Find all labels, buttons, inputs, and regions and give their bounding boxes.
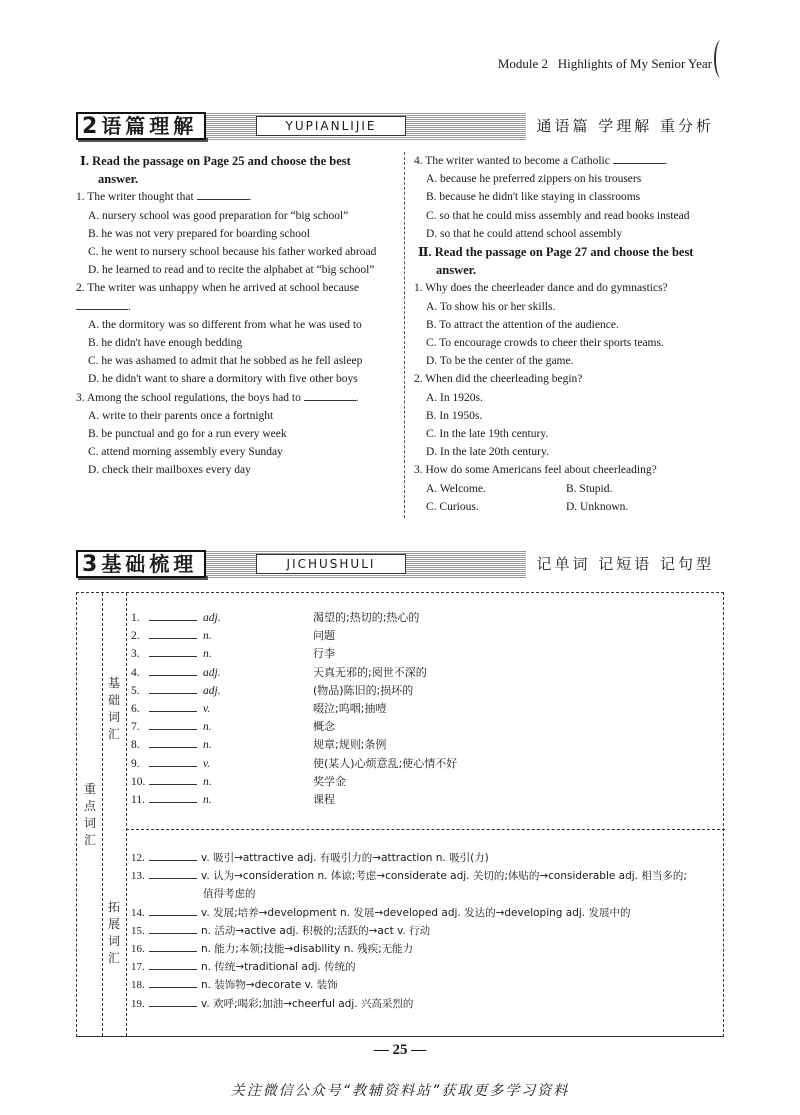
word-family: n. 活动→active adj. 积极的;活跃的→act v. 行动 — [201, 924, 431, 937]
answer-blank[interactable] — [149, 906, 197, 916]
part-of-speech: adj. — [203, 684, 221, 697]
meaning: 概念 — [313, 720, 335, 734]
label-extended-vocab: 拓展词汇 — [107, 900, 120, 965]
item-number: 13. — [131, 870, 145, 883]
item-number: 16. — [131, 943, 145, 955]
item-number: 4. — [131, 666, 140, 679]
option[interactable]: D. In the late 20th century. — [426, 446, 549, 459]
part-of-speech: n. — [203, 739, 212, 752]
table-divider — [102, 593, 103, 1036]
bottom-rule — [76, 1036, 724, 1037]
vocab-row — [131, 609, 419, 627]
reading-right-column — [414, 152, 726, 516]
meaning: 问题 — [313, 629, 335, 643]
module-label: Module 2 — [497, 56, 549, 71]
meaning: 奖学金 — [313, 774, 346, 788]
option[interactable]: B. he was not very prepared for boarding school — [88, 227, 310, 240]
answer-blank[interactable] — [149, 629, 197, 639]
item-number: 7. — [131, 721, 140, 734]
answer-blank[interactable] — [149, 851, 197, 861]
vocab-row — [131, 755, 457, 773]
item-number: 5. — [131, 684, 140, 697]
item-number: 14. — [131, 906, 145, 919]
item-number: 9. — [131, 757, 140, 770]
section-title: 3基础梳理 — [76, 550, 206, 578]
vocab-row — [131, 773, 346, 791]
vocab-row — [131, 922, 721, 940]
item-number: 2. — [131, 630, 140, 643]
question-2: 2. The writer was unhappy when he arrived at school because . — [76, 282, 360, 313]
answer-blank[interactable] — [149, 960, 197, 970]
option[interactable]: A. because he preferred zippers on his trousers — [426, 173, 642, 186]
word-family: v. 发展;培养→development n. 发展→developed adj. 发达的→developing adj. 发展中的 — [201, 906, 631, 919]
vocab-row — [131, 849, 721, 867]
option[interactable]: D. so that he could attend school assembly — [426, 227, 623, 240]
item-number: 10. — [131, 775, 146, 788]
option[interactable]: C. attend morning assembly every Sunday — [88, 446, 283, 459]
part2-heading: Ⅱ. Read the passage on Page 27 and choose the best answer. — [418, 245, 694, 278]
vocab-row — [131, 627, 335, 645]
answer-blank[interactable] — [149, 757, 197, 767]
section-slogan: 通语篇 学理解 重分析 — [526, 112, 724, 140]
vocab-row — [131, 791, 335, 809]
answer-blank[interactable] — [76, 300, 128, 310]
part-of-speech: n. — [203, 775, 212, 788]
word-family: v. 欢呼;喝彩;加油→cheerful adj. 兴高采烈的 — [201, 997, 414, 1010]
label-basic-vocab: 基础词汇 — [107, 676, 120, 741]
section-banner-reading — [76, 112, 724, 140]
answer-blank[interactable] — [149, 702, 197, 712]
vocab-row — [131, 976, 721, 994]
label-key-vocab: 重点词汇 — [83, 782, 96, 847]
word-family: v. 吸引→attractive adj. 有吸引力的→attraction n. 吸引(力) — [201, 852, 489, 864]
section-slogan: 记单词 记短语 记句型 — [526, 550, 724, 578]
option[interactable]: D. he learned to read and to recite the alphabet at “big school” — [88, 264, 375, 277]
answer-blank[interactable] — [149, 978, 197, 988]
option[interactable]: B. be punctual and go for a run every week — [88, 428, 287, 441]
meaning: 啜泣;呜咽;抽噎 — [313, 702, 387, 715]
vocab-row — [131, 867, 721, 903]
meaning: 规章;规则;条例 — [313, 738, 387, 752]
part-of-speech: n. — [203, 794, 212, 806]
section-title: 2语篇理解 — [76, 112, 206, 140]
answer-blank[interactable] — [149, 775, 197, 785]
answer-blank[interactable] — [149, 611, 197, 621]
meaning: 天真无邪的;阅世不深的 — [313, 665, 427, 679]
question-3: 3. Among the school regulations, the boys had to . — [76, 391, 359, 404]
option[interactable]: D. check their mailboxes every day — [88, 464, 251, 477]
option-row — [414, 480, 726, 498]
answer-blank[interactable] — [149, 942, 197, 952]
vocab-row — [131, 718, 335, 736]
answer-blank[interactable] — [149, 684, 197, 694]
word-family: n. 能力;本领;技能→disability n. 残疾;无能力 — [201, 943, 414, 955]
vocab-row — [131, 995, 721, 1013]
answer-blank[interactable] — [197, 190, 249, 200]
item-number: 12. — [131, 852, 145, 864]
meaning: 渴望的;热切的;热心的 — [313, 611, 420, 624]
part2-question-3: 3. How do some Americans feel about cheerleading? — [414, 464, 657, 477]
option-row — [414, 498, 726, 516]
word-family: v. 认为→consideration n. 体谅;考虑→considerate adj. 关切的;体贴的→considerable adj. 相当多的; — [201, 870, 687, 883]
answer-blank[interactable] — [149, 738, 197, 748]
column-divider — [404, 152, 405, 518]
answer-blank[interactable] — [149, 647, 197, 657]
table-divider — [126, 593, 127, 1036]
option[interactable]: B. because he didn't like staying in classrooms — [426, 191, 641, 204]
option[interactable]: B. he didn't have enough bedding — [88, 337, 243, 350]
option[interactable]: C. To encourage crowds to cheer their sports teams. — [426, 337, 664, 350]
vocab-row — [131, 682, 413, 700]
vocab-row — [131, 958, 721, 976]
item-number: 15. — [131, 924, 145, 937]
item-number: 17. — [131, 961, 145, 974]
question-4: 4. The writer wanted to become a Catholic . — [414, 155, 668, 167]
option[interactable]: D. he didn't want to share a dormitory with five other boys — [88, 373, 358, 386]
meaning: (物品)陈旧的;损坏的 — [313, 683, 414, 697]
option[interactable]: C. Curious. — [426, 500, 479, 513]
option[interactable]: A. In 1920s. — [426, 391, 483, 404]
section-pinyin: JICHUSHULI — [256, 554, 406, 574]
word-family-continued: 值得考虑的 — [203, 888, 256, 901]
part-of-speech: n. — [203, 648, 212, 661]
vocabulary-table — [76, 592, 724, 1037]
vocab-row — [131, 664, 427, 682]
answer-blank[interactable] — [304, 391, 356, 401]
item-number: 1. — [131, 612, 140, 624]
option[interactable]: D. To be the center of the game. — [426, 355, 574, 368]
answer-blank[interactable] — [149, 793, 197, 803]
item-number: 6. — [131, 703, 140, 715]
word-family: n. 装饰物→decorate v. 装饰 — [201, 979, 338, 992]
meaning: 课程 — [313, 793, 335, 806]
answer-blank[interactable] — [149, 720, 197, 730]
part2-question-1: 1. Why does the cheerleader dance and do gymnastics? — [414, 282, 668, 295]
option[interactable]: B. In 1950s. — [426, 409, 483, 422]
word-family: n. 传统→traditional adj. 传统的 — [201, 961, 356, 974]
option[interactable]: C. he was ashamed to admit that he sobbed as he fell asleep — [88, 355, 363, 368]
part-of-speech: n. — [203, 630, 212, 643]
option[interactable]: A. nursery school was good preparation for “big school” — [88, 209, 349, 222]
option[interactable]: C. he went to nursery school because his father worked abroad — [88, 246, 377, 259]
option[interactable]: C. so that he could miss assembly and read books instead — [426, 209, 690, 222]
meaning: 行李 — [313, 647, 335, 661]
item-number: 8. — [131, 739, 140, 752]
part1-heading: Ⅰ. Read the passage on Page 25 and choose the best answer. — [80, 154, 351, 187]
answer-blank[interactable] — [149, 869, 197, 879]
part-of-speech: adj. — [203, 666, 221, 679]
option[interactable]: A. the dormitory was so different from what he was used to — [88, 318, 362, 331]
answer-blank[interactable] — [149, 666, 197, 676]
option[interactable]: C. In the late 19th century. — [426, 428, 549, 441]
section-banner-basics — [76, 550, 724, 578]
vocab-row — [131, 736, 386, 754]
footer-note: 关注微信公众号“教辅资料站”获取更多学习资料 — [230, 1083, 570, 1099]
part-of-speech: v. — [203, 703, 211, 715]
vocab-row — [131, 940, 721, 958]
option[interactable]: A. To show his or her skills. — [426, 300, 556, 313]
vocab-row — [131, 904, 721, 922]
option[interactable]: B. Stupid. — [566, 482, 613, 495]
answer-blank[interactable] — [613, 154, 665, 164]
option[interactable]: B. To attract the attention of the audience. — [426, 318, 619, 331]
answer-blank[interactable] — [149, 997, 197, 1007]
vocab-row — [131, 700, 386, 718]
option[interactable]: D. Unknown. — [566, 500, 629, 513]
part-of-speech: adj. — [203, 612, 221, 624]
header-ornament — [714, 40, 728, 78]
part-of-speech: n. — [203, 721, 212, 734]
item-number: 18. — [131, 979, 145, 992]
vocab-row — [131, 645, 335, 663]
section-pinyin: YUPIANLIJIE — [256, 116, 406, 136]
module-title: Highlights of My Senior Year — [557, 56, 712, 71]
part2-question-2: 2. When did the cheerleading begin? — [414, 373, 583, 386]
item-number: 19. — [131, 997, 145, 1010]
answer-blank[interactable] — [149, 924, 197, 934]
reading-left-column — [76, 152, 398, 480]
meaning: 使(某人)心烦意乱;使心情不好 — [313, 756, 458, 770]
table-divider — [126, 829, 725, 830]
item-number: 11. — [131, 794, 145, 806]
question-1: 1. The writer thought that . — [76, 191, 252, 204]
option[interactable]: A. write to their parents once a fortnight — [88, 409, 274, 422]
item-number: 3. — [131, 648, 140, 661]
page-header — [498, 56, 712, 72]
page-number: — 25 — — [373, 1042, 427, 1058]
part-of-speech: v. — [203, 757, 211, 770]
option[interactable]: A. Welcome. — [426, 482, 486, 495]
